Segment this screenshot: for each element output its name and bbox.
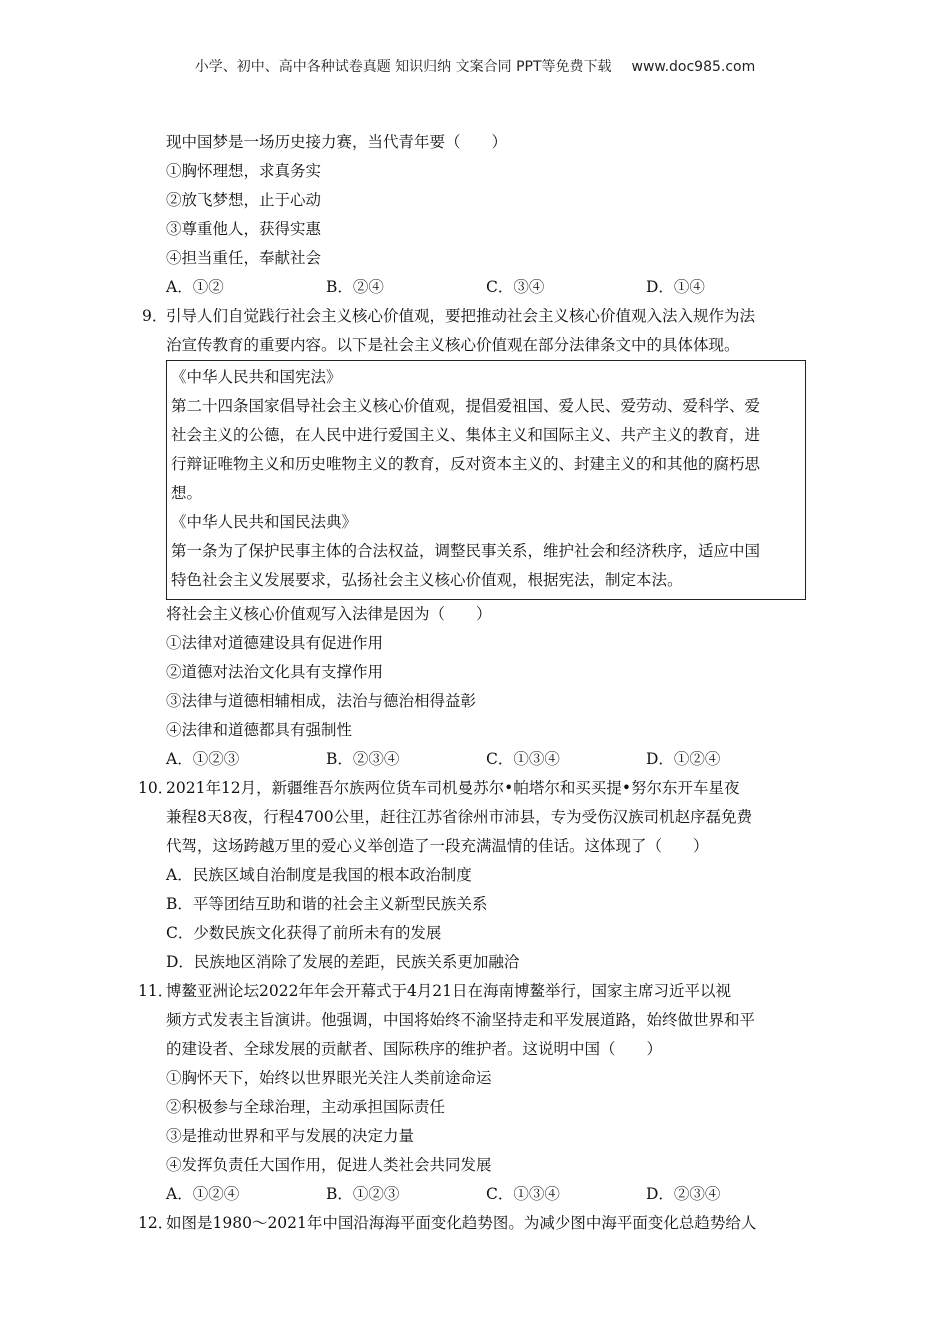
q8-option-d[interactable]: D．①④ xyxy=(646,278,705,296)
q9-item-2: ②道德对法治文化具有支撑作用 xyxy=(166,663,384,681)
q12-stem-line-1: 如图是1980～2021年中国沿海海平面变化趋势图。为减少图中海平面变化总趋势给人 xyxy=(166,1214,757,1232)
q9-options xyxy=(142,745,812,774)
q8-option-b[interactable]: B．②④ xyxy=(326,278,384,296)
q8-options xyxy=(142,273,812,302)
header-url[interactable]: www.doc985.com xyxy=(631,59,756,75)
q9-option-d[interactable]: D．①②④ xyxy=(646,750,721,768)
q11-option-b[interactable]: B．①②③ xyxy=(326,1185,400,1203)
q10-stem-line-2: 兼程8天8夜，行程4700公里，赶往江苏省徐州市沛县，专为受伤汉族司机赵序磊免费 xyxy=(166,808,753,826)
q11-stem-line-2: 频方式发表主旨演讲。他强调，中国将始终不渝坚持走和平发展道路，始终做世界和平 xyxy=(166,1011,756,1029)
q10-stem-line-1: 2021年12月，新疆维吾尔族两位货车司机曼苏尔•帕塔尔和买买提•努尔东开车星夜 xyxy=(166,779,740,797)
q8-item-2: ②放飞梦想，止于心动 xyxy=(166,191,322,209)
q11-item-4: ④发挥负责任大国作用，促进人类社会共同发展 xyxy=(166,1156,492,1174)
q9-law1-line-1: 第二十四条国家倡导社会主义核心价值观，提倡爱祖国、爱人民、爱劳动、爱科学、爱 xyxy=(171,397,761,415)
q9-law2-line-1: 第一条为了保护民事主体的合法权益，调整民事关系，维护社会和经济秩序，适应中国 xyxy=(171,542,761,560)
q8-option-c[interactable]: C．③④ xyxy=(486,278,545,296)
q8-item-4: ④担当重任，奉献社会 xyxy=(166,249,322,267)
q9-stem-line-2: 治宣传教育的重要内容。以下是社会主义核心价值观在部分法律条文中的具体体现。 xyxy=(166,336,740,354)
q11-option-a[interactable]: A．①②④ xyxy=(166,1185,240,1203)
q9-item-3: ③法律与道德相辅相成，法治与德治相得益彰 xyxy=(166,692,477,710)
q11-item-2: ②积极参与全球治理，主动承担国际责任 xyxy=(166,1098,446,1116)
q9-option-a[interactable]: A．①②③ xyxy=(166,750,240,768)
q11-stem-line-1: 博鳌亚洲论坛2022年年会开幕式于4月21日在海南博鳌举行，国家主席习近平以视 xyxy=(166,982,732,1000)
q9-law2-line-2: 特色社会主义发展要求，弘扬社会主义核心价值观，根据宪法，制定本法。 xyxy=(171,571,683,589)
q9-stem-line-1: 引导人们自觉践行社会主义核心价值观，要把推动社会主义核心价值观入法入规作为法 xyxy=(166,307,756,325)
q11-option-d[interactable]: D．②③④ xyxy=(646,1185,721,1203)
q9-law2-title: 《中华人民共和国民法典》 xyxy=(171,513,358,531)
q11-option-c[interactable]: C．①③④ xyxy=(486,1185,560,1203)
q9-law1-line-4: 想。 xyxy=(171,484,203,502)
q11-item-1: ①胸怀天下，始终以世界眼光关注人类前途命运 xyxy=(166,1069,492,1087)
header-text: 小学、初中、高中各种试卷真题 知识归纳 文案合同 PPT等免费下载 xyxy=(194,59,612,75)
q8-stem: 现中国梦是一场历史接力赛，当代青年要（ ） xyxy=(166,133,508,151)
q8-option-a[interactable]: A．①② xyxy=(166,278,224,296)
page-header xyxy=(0,56,950,76)
q10-stem-line-3: 代驾，这场跨越万里的爱心义举创造了一段充满温情的佳话。这体现了（ ） xyxy=(166,837,709,855)
q10-option-b[interactable]: B．平等团结互助和谐的社会主义新型民族关系 xyxy=(166,895,488,913)
q11-item-3: ③是推动世界和平与发展的决定力量 xyxy=(166,1127,415,1145)
q8-item-3: ③尊重他人，获得实惠 xyxy=(166,220,322,238)
q12-number: 12． xyxy=(138,1214,174,1232)
q9-number: 9． xyxy=(142,307,168,325)
question-9 xyxy=(142,302,812,774)
q9-option-c[interactable]: C．①③④ xyxy=(486,750,560,768)
q10-option-a[interactable]: A．民族区域自治制度是我国的根本政治制度 xyxy=(166,866,472,884)
question-8 xyxy=(142,128,812,302)
q10-number: 10． xyxy=(138,779,174,797)
q9-item-1: ①法律对道德建设具有促进作用 xyxy=(166,634,384,652)
q9-option-b[interactable]: B．②③④ xyxy=(326,750,400,768)
q8-item-1: ①胸怀理想，求真务实 xyxy=(166,162,322,180)
q9-law1-line-2: 社会主义的公德，在人民中进行爱国主义、集体主义和国际主义、共产主义的教育，进 xyxy=(171,426,761,444)
q10-option-d[interactable]: D．民族地区消除了发展的差距，民族关系更加融洽 xyxy=(166,953,520,971)
q11-options xyxy=(142,1180,812,1209)
q10-option-c[interactable]: C．少数民族文化获得了前所未有的发展 xyxy=(166,924,442,942)
q9-law1-line-3: 行辩证唯物主义和历史唯物主义的教育，反对资本主义的、封建主义的和其他的腐朽思 xyxy=(171,455,761,473)
question-12 xyxy=(138,1209,812,1238)
q9-law1-title: 《中华人民共和国宪法》 xyxy=(171,368,342,386)
q9-item-4: ④法律和道德都具有强制性 xyxy=(166,721,353,739)
q11-number: 11． xyxy=(138,982,174,1000)
exam-content xyxy=(138,128,812,1238)
q9-law-box xyxy=(166,360,806,600)
q9-question: 将社会主义核心价值观写入法律是因为（ ） xyxy=(166,605,492,623)
q11-stem-line-3: 的建设者、全球发展的贡献者、国际秩序的维护者。这说明中国（ ） xyxy=(166,1040,663,1058)
question-11 xyxy=(138,977,812,1209)
question-10 xyxy=(138,774,812,977)
